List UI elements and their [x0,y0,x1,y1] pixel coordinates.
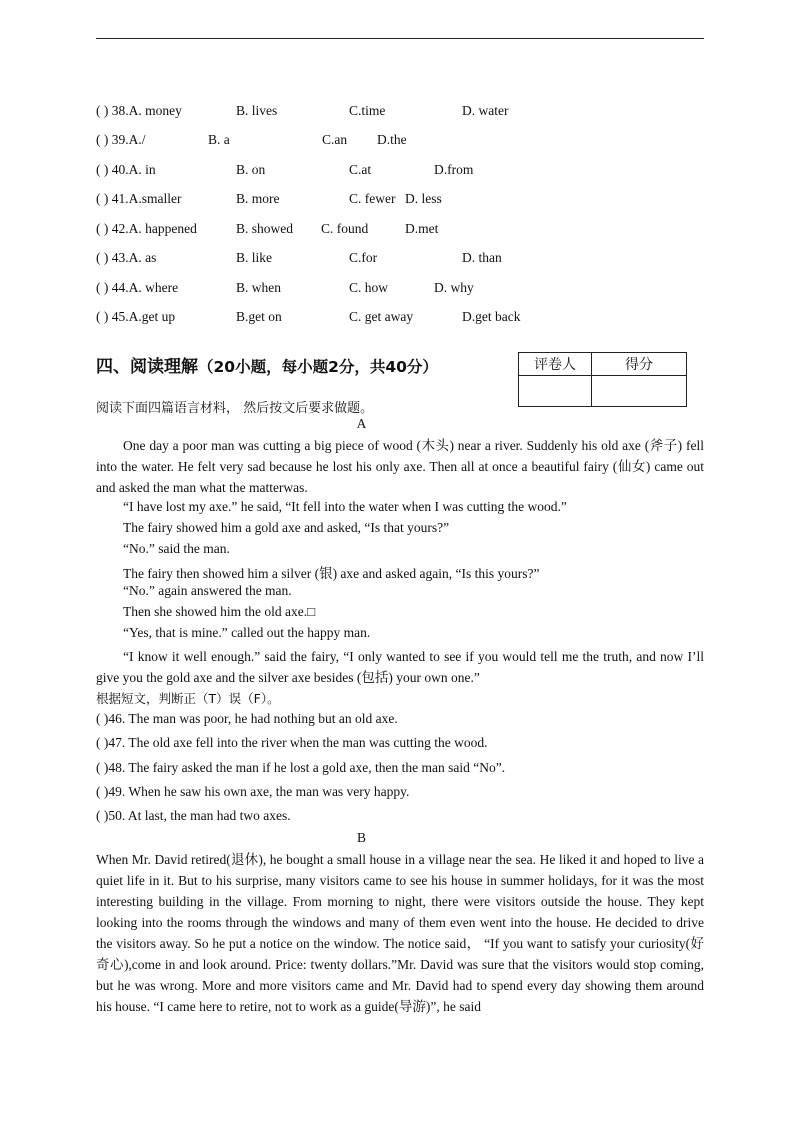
mc-option-c: C.an [322,132,348,147]
mc-option-b: B. more [236,191,280,206]
tf-question-47: ( )47. The old axe fell into the river when the man was cutting the wood. [96,735,488,750]
passage-a-line: “I have lost my axe.” he said, “It fell into the water when I was cutting the wood.” [123,499,567,514]
mc-option-b: B. like [236,250,272,265]
mc-option-c: C.time [349,103,386,118]
mc-option-a: ( ) 44.A. where [96,280,179,295]
mc-option-a: ( ) 45.A.get up [96,309,176,324]
passage-a-paragraph-1: One day a poor man was cutting a big piece of wood (木头) near a river. Suddenly his old axe (斧子) fell into the water. He felt very sad because he lost his only axe. Then all at once a beautiful fairy (仙女) came out and asked the man what the matterwas. [96,438,704,495]
passage-a-line: “No.” again answered the man. [123,583,292,598]
mc-option-a: ( ) 39.A./ [96,132,146,147]
mc-option-c: C.for [349,250,378,265]
section-note: （20小题，每小题2分，共40分） [198,358,438,376]
mc-option-c: C. found [321,221,369,236]
header-rule [96,38,704,39]
passage-a-line: “No.” said the man. [123,541,230,556]
passage-a-label: A [356,416,367,431]
mc-option-d: D.from [434,162,474,177]
mc-option-c: C. how [349,280,389,295]
passage-b-paragraph: When Mr. David retired(退休), he bought a small house in a village near the sea. He liked it and hoped to live a quiet life in it. But to his surprise, many visitors came to see his house in summer holidays, for it was the most interesting building in the village. From morning to night, there were visitors outside the house. They kept looking into the rooms through the windows and many of them even went into the house. He decided to drive the visitors away. So he put a notice on the window. The notice said， “If you want to satisfy your curiosity(好奇心),come in and look around. Price: twenty dollars.”Mr. David was sure that the visitors would stop coming, but he was wrong. More and more visitors came and Mr. David had to spend every day showing them around his house. “I came here to retire, not to work as a guide(导游)”, he said [96,852,704,1014]
passage-b-label: B [356,830,366,845]
score-cell-grader [519,376,592,407]
passage-a-line: The fairy showed him a gold axe and asked, “Is that yours?” [123,520,450,535]
section-title-text: 四、阅读理解 [96,357,198,377]
mc-option-a: ( ) 41.A.smaller [96,191,182,206]
mc-option-a: ( ) 38.A. money [96,103,182,118]
mc-option-d: D.met [405,221,439,236]
mc-option-d: D.get back [462,309,521,324]
mc-option-c: C.at [349,162,372,177]
mc-option-b: B. lives [236,103,278,118]
mc-option-d: D. why [434,280,474,295]
score-header-score: 得分 [592,353,687,376]
tf-question-50: ( )50. At last, the man had two axes. [96,808,291,823]
passage-a-paragraph-2: “I know it well enough.” said the fairy, “I only wanted to see if you would tell me the truth, and now I’ll give you the gold axe and the silver axe besides (包括) your own one.” [96,649,704,685]
mc-option-a: ( ) 42.A. happened [96,221,197,236]
mc-option-c: C. get away [349,309,414,324]
mc-option-b: B. a [208,132,230,147]
mc-option-b: B. on [236,162,266,177]
score-table [518,352,687,407]
section-instruction: 阅读下面四篇语言材料， 然后按文后要求做题。 [96,401,374,416]
mc-option-d: D. than [462,250,502,265]
score-cell-score [592,376,687,407]
tf-instruction: 根据短文，判断正（T）误（F）。 [96,691,280,706]
mc-option-b: B. when [236,280,281,295]
passage-a-line: Then she showed him the old axe.□ [123,604,316,619]
mc-option-c: C. fewer [349,191,396,206]
tf-question-49: ( )49. When he saw his own axe, the man was very happy. [96,784,410,799]
mc-option-d: D.the [377,132,407,147]
mc-option-d: D. less [405,191,442,206]
mc-option-b: B.get on [236,309,282,324]
score-header-grader: 评卷人 [519,353,592,376]
passage-a-line: The fairy then showed him a silver (银) axe and asked again, “Is this yours?” [123,566,540,581]
tf-question-48: ( )48. The fairy asked the man if he lost a gold axe, then the man said “No”. [96,760,506,775]
mc-option-d: D. water [462,103,509,118]
mc-option-a: ( ) 40.A. in [96,162,156,177]
tf-question-46: ( )46. The man was poor, he had nothing but an old axe. [96,711,398,726]
passage-a-line: “Yes, that is mine.” called out the happy man. [123,625,371,640]
mc-option-a: ( ) 43.A. as [96,250,157,265]
section-title [96,352,438,377]
mc-option-b: B. showed [236,221,293,236]
